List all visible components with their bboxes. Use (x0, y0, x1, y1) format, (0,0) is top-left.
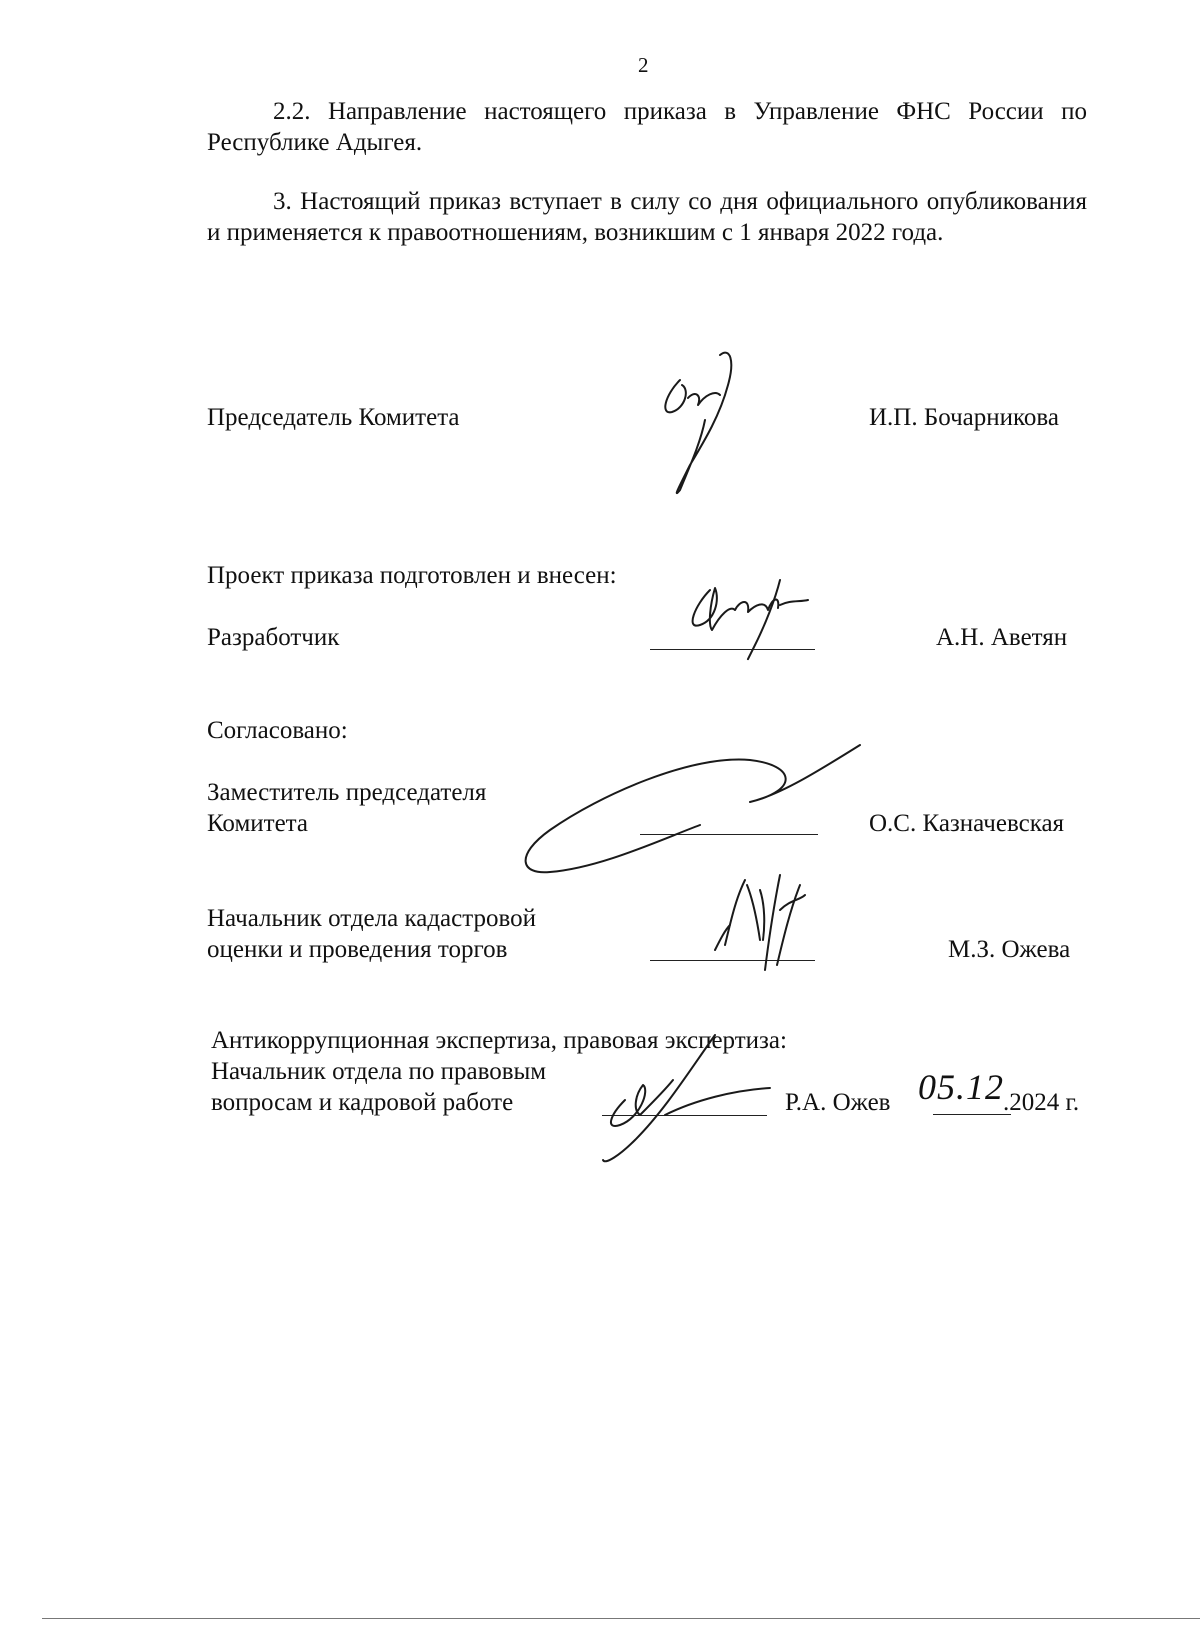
chairman-position: Председатель Комитета (207, 404, 460, 431)
page-number: 2 (638, 53, 649, 77)
cadastral-position-line2: оценки и проведения торгов (207, 936, 508, 963)
cadastral-signature (705, 870, 825, 980)
expertise-heading: Антикоррупционная экспертиза, правовая экспертиза: (211, 1027, 787, 1054)
legal-position-line2: вопросам и кадровой работе (211, 1089, 514, 1116)
legal-name: Р.А. Ожев (785, 1089, 891, 1116)
cadastral-name: М.З. Ожева (948, 936, 1071, 963)
deputy-signature (520, 740, 865, 880)
developer-signature (680, 570, 820, 670)
paragraph-3: 3. Настоящий приказ вступает в силу со дня официального опубликования и применяется к правоотношениям, возникшим с 1 января 2022 года. (207, 188, 1087, 246)
deputy-position-line1: Заместитель председателя (207, 779, 487, 806)
prepared-heading: Проект приказа подготовлен и внесен: (207, 562, 617, 589)
cadastral-position-line1: Начальник отдела кадастровой (207, 905, 536, 932)
date-suffix: .2024 г. (1003, 1089, 1080, 1116)
developer-name: А.Н. Аветян (936, 624, 1068, 651)
bottom-border-line (42, 1618, 1200, 1619)
chairman-signature (660, 350, 760, 500)
legal-signature (595, 1030, 775, 1165)
deputy-name: О.С. Казначевская (869, 810, 1065, 837)
handwritten-date: 05.12 (918, 1067, 1004, 1107)
deputy-position-line2: Комитета (207, 810, 309, 837)
developer-position: Разработчик (207, 624, 340, 651)
chairman-name: И.П. Бочарникова (869, 404, 1059, 431)
agreed-heading: Согласовано: (207, 717, 348, 744)
date-underline (933, 1114, 1011, 1115)
paragraph-2-2: 2.2. Направление настоящего приказа в Управление ФНС России по Республике Адыгея. (207, 98, 1087, 156)
legal-position-line1: Начальник отдела по правовым (211, 1058, 547, 1085)
